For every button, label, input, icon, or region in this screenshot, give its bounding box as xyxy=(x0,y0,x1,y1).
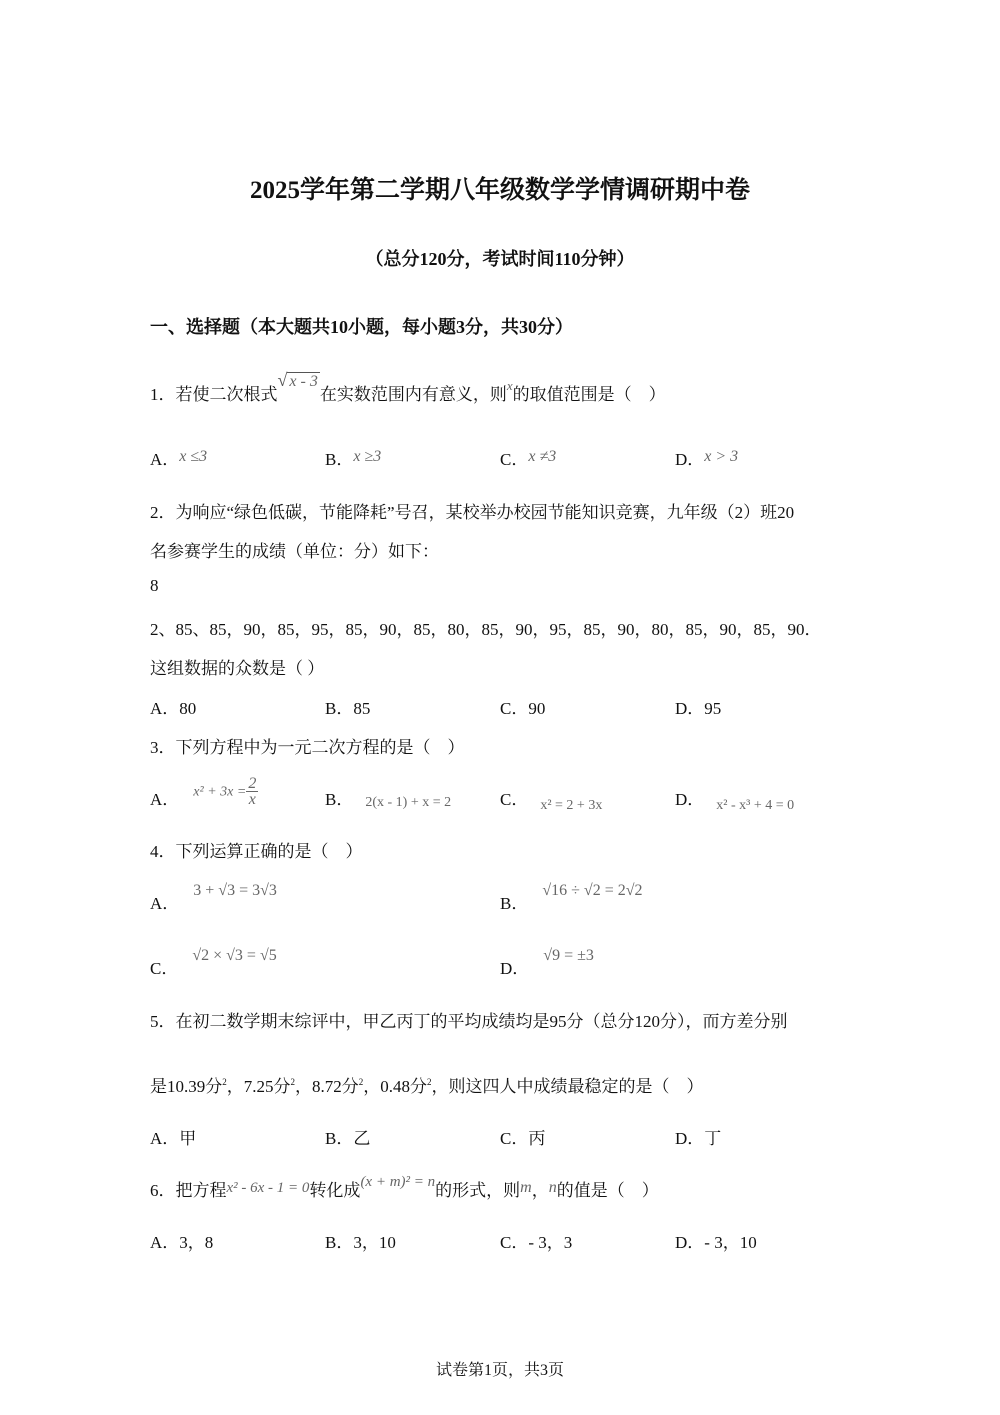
q4-option-a[interactable] xyxy=(150,882,277,914)
q5-exponent: 2 xyxy=(427,1077,432,1087)
option-label: C． xyxy=(500,790,529,809)
option-math: √16 ÷ √2 = 2√2 xyxy=(542,882,643,899)
q1-var: x xyxy=(506,378,513,393)
option-text: 3，8 xyxy=(179,1233,214,1252)
q6-option-a[interactable] xyxy=(150,1228,213,1253)
option-math: x ≥3 xyxy=(353,448,382,465)
q3-option-a[interactable] xyxy=(150,774,258,817)
q5-option-d[interactable] xyxy=(675,1124,721,1149)
q4-option-c[interactable] xyxy=(150,947,277,979)
q5-text: 是10.39分 xyxy=(150,1077,223,1096)
option-math: x ≠3 xyxy=(528,448,557,465)
q6-var-n: n xyxy=(548,1179,557,1196)
option-text: 甲 xyxy=(179,1129,197,1148)
option-text: 95 xyxy=(704,699,722,718)
option-label: C． xyxy=(500,450,529,469)
q3-option-c[interactable] xyxy=(500,785,603,813)
option-label: B． xyxy=(325,1129,354,1148)
q4-option-b[interactable] xyxy=(500,882,643,914)
q5-text: ，8.72分 xyxy=(295,1077,359,1096)
option-label: B． xyxy=(325,699,354,718)
q5-line-1: 5．在初二数学期末综评中，甲乙丙丁的平均成绩均是95分（总分120分），而方差分别 xyxy=(150,1012,788,1031)
option-label: C． xyxy=(500,699,529,718)
q6-middle-2: 的形式，则 xyxy=(435,1181,521,1200)
option-text: 3，10 xyxy=(353,1233,396,1252)
option-label: D． xyxy=(675,790,705,809)
option-label: A． xyxy=(150,450,180,469)
q1-option-b[interactable] xyxy=(325,445,381,470)
option-label: C． xyxy=(150,959,179,978)
q6-equation-2: (x + m)² = n xyxy=(360,1174,436,1190)
page-footer: 试卷第1页，共3页 xyxy=(435,1362,564,1379)
q6-middle: 转化成 xyxy=(309,1181,361,1200)
q6-prefix: 6．把方程 xyxy=(150,1181,227,1200)
q6-stem xyxy=(150,1176,659,1201)
option-label: B． xyxy=(325,1233,354,1252)
q2-line-4: 2、85、85，90，85，95，85，90，85，80，85，90，95，85，90，80，85，90，85，90． xyxy=(150,620,822,639)
q4-stem: 4．下列运算正确的是（ ） xyxy=(150,842,363,861)
fraction-denominator: x xyxy=(248,790,256,808)
q5-text: ，则这四人中成绩最稳定的是（ ） xyxy=(431,1077,704,1096)
q5-text: ，7.25分 xyxy=(226,1077,291,1096)
option-text: - 3，10 xyxy=(704,1233,757,1252)
option-math: x² - x³ + 4 = 0 xyxy=(716,798,795,813)
q1-option-d[interactable] xyxy=(675,445,738,470)
q6-option-d[interactable] xyxy=(675,1228,757,1253)
q2-option-d[interactable] xyxy=(675,694,721,719)
q5-option-b[interactable] xyxy=(325,1124,370,1149)
q1-radical: √ x - 3 xyxy=(277,370,318,390)
q1-prefix: 1．若使二次根式 xyxy=(150,385,278,404)
q1-option-c[interactable] xyxy=(500,445,556,470)
option-math: x² + 3x = xyxy=(193,784,247,799)
option-label: A． xyxy=(150,1233,180,1252)
q2-option-a[interactable] xyxy=(150,694,196,719)
option-label: C． xyxy=(500,1129,529,1148)
option-math: x² = 2 + 3x xyxy=(540,798,603,813)
q6-var-m: m xyxy=(520,1179,532,1196)
option-label: D． xyxy=(675,450,705,469)
q2-line-1: 2．为响应“绿色低碳，节能降耗”号召，某校举办校园节能知识竞赛，九年级（2）班20 xyxy=(150,503,795,522)
q6-suffix: 的值是（ ） xyxy=(556,1181,659,1200)
option-label: A． xyxy=(150,699,180,718)
q5-exponent: 2 xyxy=(222,1077,227,1087)
q6-option-c[interactable] xyxy=(500,1228,572,1253)
option-label: A． xyxy=(150,894,180,913)
q3-stem: 3．下列方程中为一元二次方程的是（ ） xyxy=(150,738,465,757)
option-label: B． xyxy=(500,894,529,913)
option-label: B． xyxy=(325,790,354,809)
q4-option-d[interactable] xyxy=(500,947,594,979)
fraction-numerator: 2 xyxy=(248,774,257,792)
exam-subtitle: （总分120分，考试时间110分钟） xyxy=(365,249,635,269)
option-label: D． xyxy=(675,1129,705,1148)
option-text: 丁 xyxy=(704,1129,722,1148)
option-math: √9 = ±3 xyxy=(543,947,594,964)
option-label: C． xyxy=(500,1233,529,1252)
option-text: 80 xyxy=(179,699,197,718)
option-math: 3 + √3 = 3√3 xyxy=(193,882,277,899)
q6-comma: ， xyxy=(531,1181,549,1200)
option-text: 丙 xyxy=(528,1129,546,1148)
q2-line-2: 名参赛学生的成绩（单位：分）如下： xyxy=(150,542,439,561)
q5-text: ，0.48分 xyxy=(363,1077,427,1096)
option-text: 85 xyxy=(353,699,371,718)
q5-line-2 xyxy=(150,1072,704,1097)
option-label: D． xyxy=(675,1233,705,1252)
fraction xyxy=(246,776,258,807)
q3-option-d[interactable] xyxy=(675,785,795,813)
q6-option-b[interactable] xyxy=(325,1228,396,1253)
q1-radicand: x - 3 xyxy=(289,373,318,390)
exam-title: 2025学年第二学期八年级数学学情调研期中卷 xyxy=(249,177,750,204)
option-label: D． xyxy=(675,699,705,718)
option-text: - 3，3 xyxy=(528,1233,573,1252)
q6-equation-1: x² - 6x - 1 = 0 xyxy=(226,1180,310,1196)
q1-option-a[interactable] xyxy=(150,445,207,470)
q2-option-b[interactable] xyxy=(325,694,370,719)
option-math: x ≤3 xyxy=(179,448,208,465)
question-1-stem xyxy=(150,370,666,405)
q1-suffix: 的取值范围是（ ） xyxy=(512,385,666,404)
option-math: 2(x - 1) + x = 2 xyxy=(365,795,452,810)
section-heading: 一、选择题（本大题共10小题，每小题3分，共30分） xyxy=(150,317,573,337)
q5-exponent: 2 xyxy=(290,1077,295,1087)
option-label: D． xyxy=(500,959,530,978)
q5-option-a[interactable] xyxy=(150,1124,196,1149)
q2-line-5: 这组数据的众数是（ ） xyxy=(150,659,325,678)
q5-option-c[interactable] xyxy=(500,1124,545,1149)
option-math: x > 3 xyxy=(704,448,739,465)
option-label: A． xyxy=(150,1129,180,1148)
q2-option-c[interactable] xyxy=(500,694,545,719)
q5-exponent: 2 xyxy=(358,1077,364,1087)
option-text: 90 xyxy=(528,699,546,718)
option-label: A． xyxy=(150,790,180,809)
q2-line-3: 8 xyxy=(150,576,159,595)
option-math: √2 × √3 = √5 xyxy=(192,947,277,964)
option-label: B． xyxy=(325,450,354,469)
q3-option-b[interactable] xyxy=(325,785,451,810)
q1-middle: 在实数范围内有意义，则 xyxy=(319,385,507,404)
option-text: 乙 xyxy=(353,1129,371,1148)
